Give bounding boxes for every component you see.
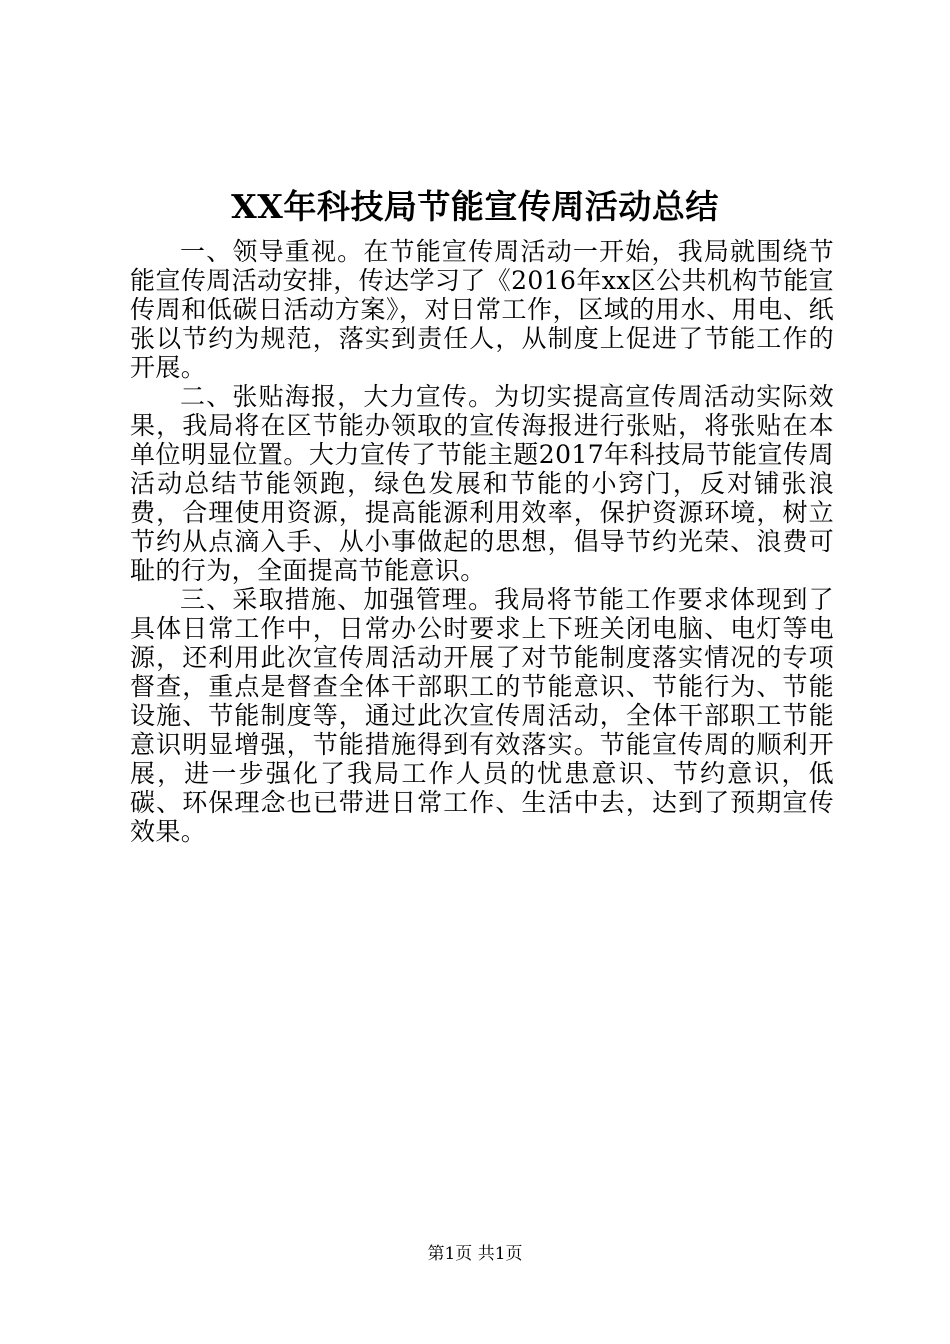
document-body xyxy=(130,237,834,846)
paragraph-posters: 二、张贴海报，大力宣传。为切实提高宣传周活动实际效果，我局将在区节能办领取的宣传海报进行张贴，将张贴在本单位明显位置。大力宣传了节能主题2017年科技局节能宣传周活动总结节能领跑，绿色发展和节能的小窍门，反对铺张浪费，合理使用资源，提高能源利用效率，保护资源环境，树立节约从点滴入手、从小事做起的思想，倡导节约光荣、浪费可耻的行为，全面提高节能意识。 xyxy=(130,382,834,585)
paragraph-measures: 三、采取措施、加强管理。我局将节能工作要求体现到了具体日常工作中，日常办公时要求上下班关闭电脑、电灯等电源，还利用此次宣传周活动开展了对节能制度落实情况的专项督查，重点是督查全体干部职工的节能意识、节能行为、节能设施、节能制度等，通过此次宣传周活动，全体干部职工节能意识明显增强，节能措施得到有效落实。节能宣传周的顺利开展，进一步强化了我局工作人员的忧患意识、节约意识，低碳、环保理念也已带进日常工作、生活中去，达到了预期宣传效果。 xyxy=(130,585,834,846)
document-title: XX年科技局节能宣传周活动总结 xyxy=(231,187,719,226)
page-number-footer: 第1页 共1页 xyxy=(427,1244,523,1264)
paragraph-leadership: 一、领导重视。在节能宣传周活动一开始，我局就围绕节能宣传周活动安排，传达学习了《2016年xx区公共机构节能宣传周和低碳日活动方案》，对日常工作，区域的用水、用电、纸张以节约为规范，落实到责任人，从制度上促进了节能工作的开展。 xyxy=(130,237,834,382)
